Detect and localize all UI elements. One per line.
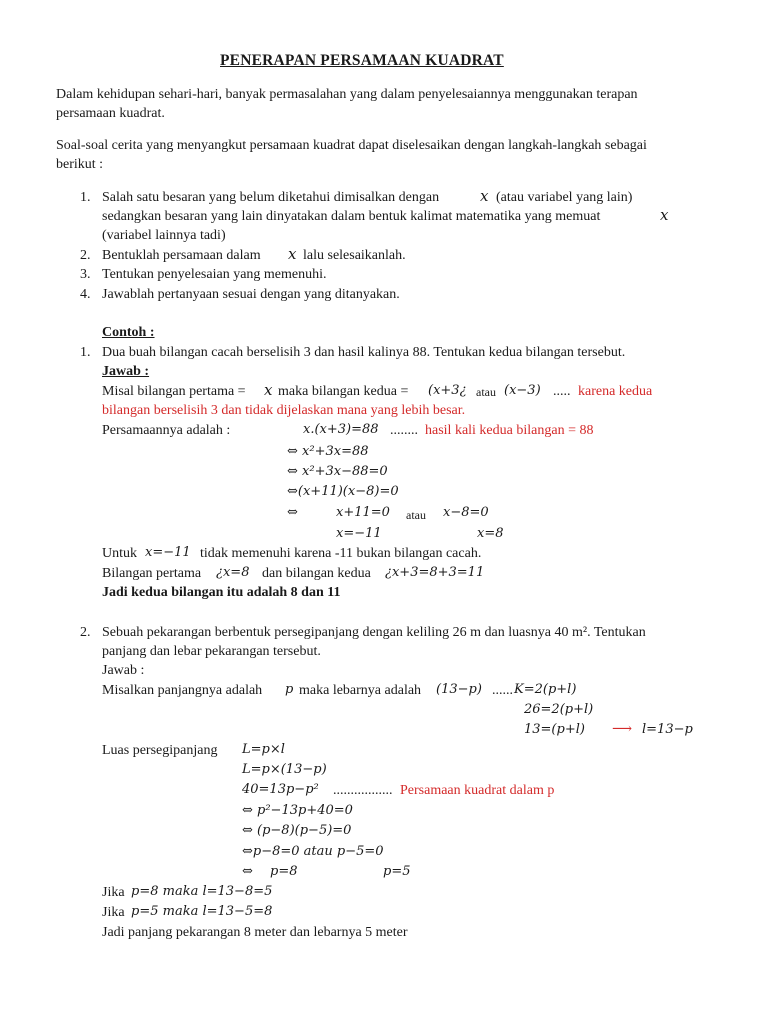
example-1-red-note-line-2: bilangan berselisih 3 dan tidak dijelaskan mana yang lebih besar. xyxy=(102,403,466,418)
example-1-equation-step-3: ⇔(x+11)(x−8)=0 xyxy=(287,484,399,499)
example-2-equation-arrow: ⇔ xyxy=(242,864,253,879)
intro-paragraph-2-line-1: Soal-soal cerita yang menyangkut persamaan kuadrat dapat diselesaikan dengan langkah-langkah sebagai xyxy=(56,138,647,153)
example-2-root-b: p=5 xyxy=(383,864,411,879)
example-2-root-a: p=8 xyxy=(270,864,298,879)
example-2-question-line-2: panjang dan lebar pekarangan tersebut. xyxy=(102,644,321,659)
example-2-misalkan-dots: ...... xyxy=(492,683,513,698)
example-2-luas-formula: L=p×l xyxy=(242,742,285,757)
example-2-question-line-1: Sebuah pekarangan berbentuk persegipanjang dengan keliling 26 m dan luasnya 40 m². Tentukan xyxy=(102,625,646,640)
example-1-equation-step-1: ⇔ x²+3x=88 xyxy=(287,444,369,459)
example-1-root-equation-b: x−8=0 xyxy=(443,505,489,520)
example-1-red-note-line-1: karena kedua xyxy=(578,384,653,399)
step-2-variable: x xyxy=(288,245,297,263)
example-1-root-atau: atau xyxy=(406,508,426,522)
example-2-final-answer: Jadi panjang pekarangan 8 meter dan lebarnya 5 meter xyxy=(102,925,408,940)
example-1-persamaan-dots: ........ xyxy=(390,423,418,438)
step-4-text: Jawablah pertanyaan sesuai dengan yang ditanyakan. xyxy=(102,287,400,302)
example-1-misal-text: Misal bilangan pertama = xyxy=(102,384,246,399)
example-2-variable-p: p xyxy=(285,682,294,697)
step-1-line-2-variable: x xyxy=(660,206,669,224)
example-2-luas-equation: 40=13p−p² xyxy=(242,782,319,797)
example-1-question: Dua buah bilangan cacah berselisih 3 dan hasil kalinya 88. Tentukan kedua bilangan tersebut. xyxy=(102,345,626,360)
example-2-jika-2-label: Jika xyxy=(102,905,125,920)
example-1-bilangan-expression-1: ¿x=8 xyxy=(216,565,250,580)
example-2-keliling-formula: K=2(p+l) xyxy=(514,682,577,697)
step-number-4: 4. xyxy=(80,287,91,302)
step-number-3: 3. xyxy=(80,267,91,282)
step-2-suffix: lalu selesaikanlah. xyxy=(303,248,406,263)
intro-paragraph-1-line-1: Dalam kehidupan sehari-hari, banyak permasalahan yang dalam penyelesaiannya menggunakan terapan xyxy=(56,87,638,102)
example-1-root-b: x=8 xyxy=(477,526,504,541)
example-2-keliling-substituted: 26=2(p+l) xyxy=(524,702,594,717)
step-1-line-1-suffix: (atau variabel yang lain) xyxy=(496,190,633,205)
step-1-line-2-text: sedangkan besaran yang lain dinyatakan dalam bentuk kalimat matematika yang memuat xyxy=(102,209,601,224)
example-2-lebar-expression: (13−p) xyxy=(436,682,482,697)
example-2-misalkan-text: Misalkan panjangnya adalah xyxy=(102,683,263,698)
example-1-equation-step-2: ⇔ x²+3x−88=0 xyxy=(287,464,388,479)
example-2-luas-label: Luas persegipanjang xyxy=(102,743,218,758)
contoh-heading: Contoh : xyxy=(102,325,155,340)
example-2-keliling-simplified: 13=(p+l) xyxy=(524,722,585,737)
example-2-equation-step-2: ⇔ (p−8)(p−5)=0 xyxy=(242,823,352,838)
example-1-untuk-expression: x=−11 xyxy=(145,545,191,560)
example-1-bilangan-label: Bilangan pertama xyxy=(102,566,202,581)
example-1-root-a: x=−11 xyxy=(336,526,382,541)
example-1-persamaan-red-note: hasil kali kedua bilangan = 88 xyxy=(425,423,594,438)
example-1-jawab-label: Jawab : xyxy=(102,364,150,379)
example-2-jika-2-expression: p=5 maka l=13−5=8 xyxy=(131,904,273,919)
example-2-equation-step-1: ⇔ p²−13p+40=0 xyxy=(242,803,353,818)
step-number-1: 1. xyxy=(80,190,91,205)
step-1-line-1-text: Salah satu besaran yang belum diketahui dimisalkan dengan xyxy=(102,190,440,205)
example-2-red-note: Persamaan kuadrat dalam p xyxy=(400,783,555,798)
example-1-persamaan-label: Persamaannya adalah : xyxy=(102,423,231,438)
example-1-untuk-text: tidak memenuhi karena -11 bukan bilangan cacah. xyxy=(200,546,482,561)
example-1-misal-text-2: maka bilangan kedua = xyxy=(278,384,409,399)
example-1-untuk-label: Untuk xyxy=(102,546,137,561)
example-1-bilangan-expression-2: ¿x+3=8+3=11 xyxy=(385,565,485,580)
example-2-jawab-label: Jawab : xyxy=(102,663,145,678)
example-2-lebar-result: l=13−p xyxy=(642,722,693,737)
example-1-expression-plus: (x+3¿ xyxy=(428,383,467,398)
example-1-equation-arrow: ⇔ xyxy=(287,505,298,520)
example-2-jika-1-label: Jika xyxy=(102,885,125,900)
intro-paragraph-2-line-2: berikut : xyxy=(56,157,104,172)
example-1-misal-dots: ..... xyxy=(553,384,571,399)
step-2-text: Bentuklah persamaan dalam xyxy=(102,248,261,263)
example-2-luas-dots: ................. xyxy=(333,783,393,798)
step-1-line-3-text: (variabel lainnya tadi) xyxy=(102,228,226,243)
example-2-number: 2. xyxy=(80,625,91,640)
example-1-expression-minus: (x−3) xyxy=(504,383,541,398)
example-2-equation-step-3: ⇔p−8=0 atau p−5=0 xyxy=(242,844,384,859)
example-2-luas-substituted: L=p×(13−p) xyxy=(242,762,327,777)
example-1-number: 1. xyxy=(80,345,91,360)
step-3-text: Tentukan penyelesaian yang memenuhi. xyxy=(102,267,327,282)
example-1-atau: atau xyxy=(476,385,496,399)
step-1-line-1-variable: x xyxy=(480,187,489,205)
example-1-bilangan-text: dan bilangan kedua xyxy=(262,566,371,581)
example-1-misal-variable: x xyxy=(264,381,273,399)
example-1-persamaan-expression: x.(x+3)=88 xyxy=(303,422,379,437)
arrow-right-icon: ⟶ xyxy=(612,722,633,737)
intro-paragraph-1-line-2: persamaan kuadrat. xyxy=(56,106,165,121)
page-title: PENERAPAN PERSAMAAN KUADRAT xyxy=(220,52,504,69)
example-2-misalkan-text-2: maka lebarnya adalah xyxy=(299,683,422,698)
example-1-root-equation-a: x+11=0 xyxy=(336,505,390,520)
example-1-conclusion: Jadi kedua bilangan itu adalah 8 dan 11 xyxy=(102,585,341,600)
step-number-2: 2. xyxy=(80,248,91,263)
example-2-jika-1-expression: p=8 maka l=13−8=5 xyxy=(131,884,273,899)
